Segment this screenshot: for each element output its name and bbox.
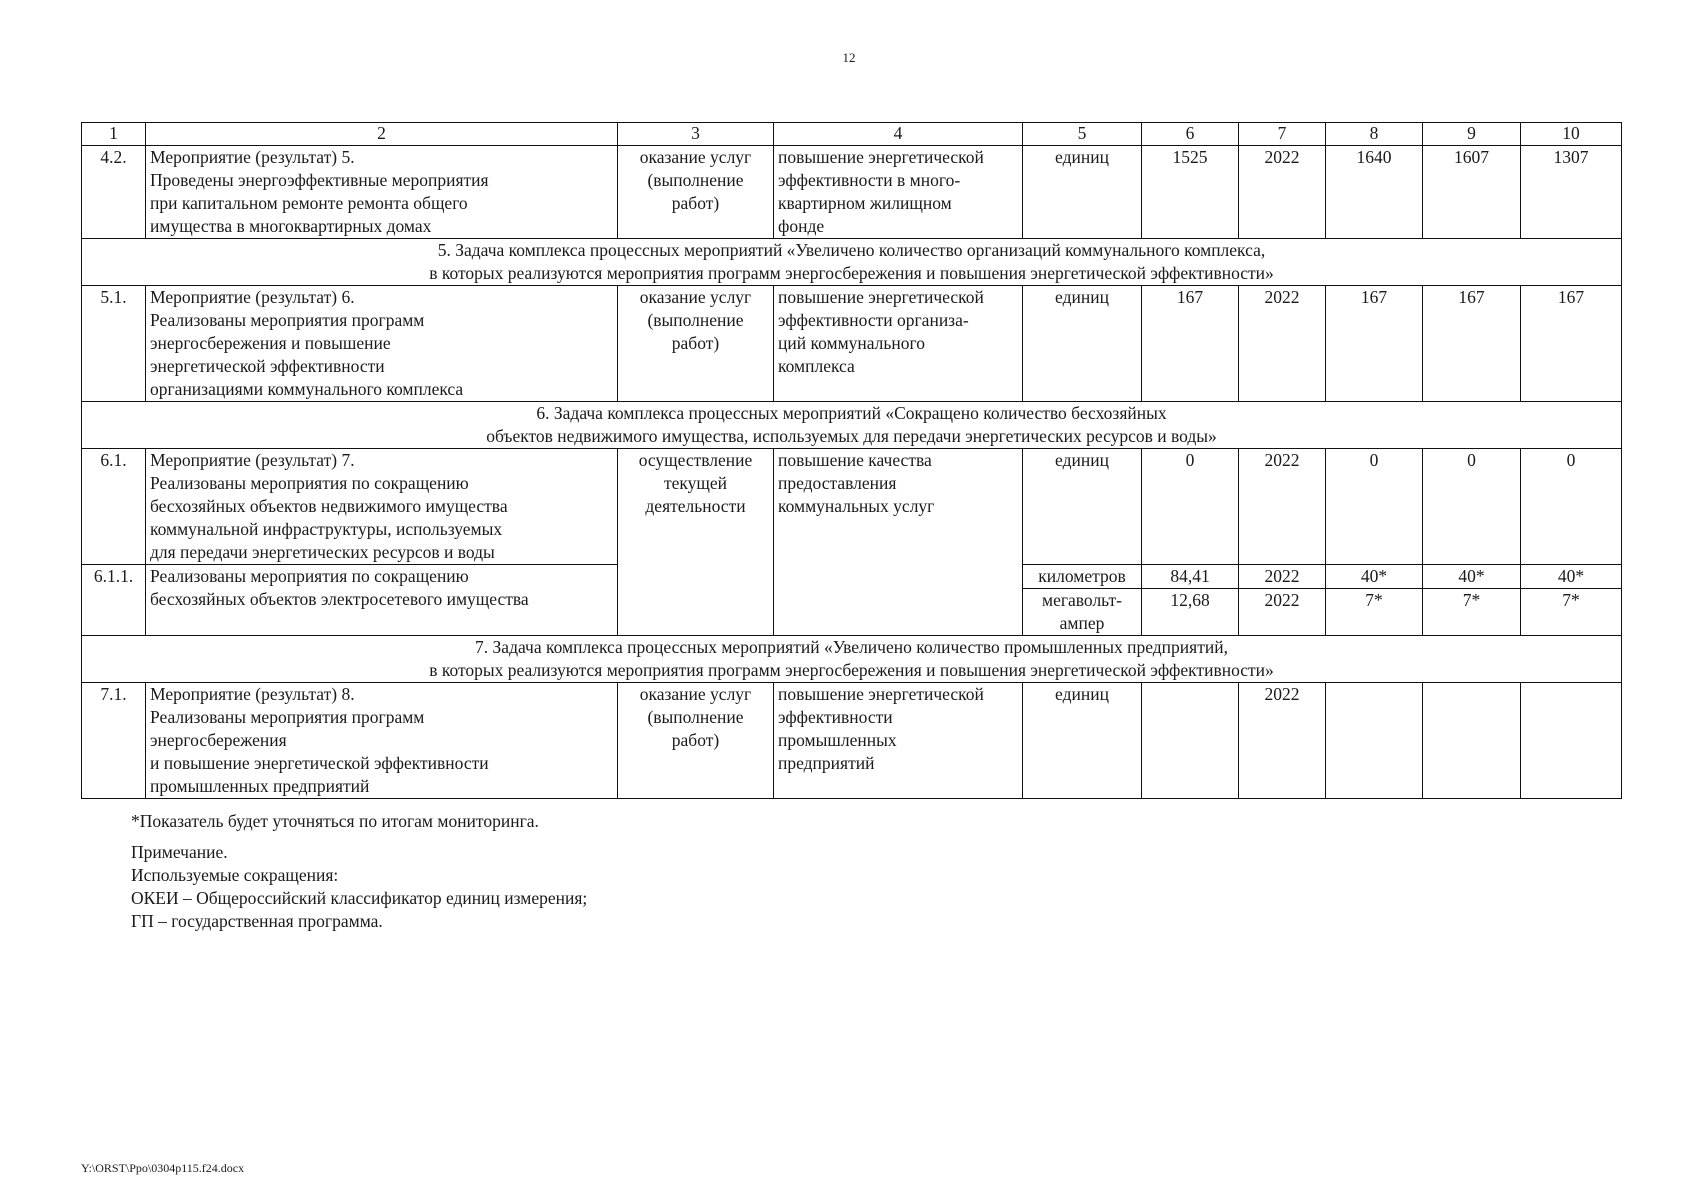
measure-name: Мероприятие (результат) 6. Реализованы мероприятия программ энергосбережения и повышение энергетической эффективности организациями коммунального комплекса	[146, 286, 618, 402]
indicators-table	[81, 122, 1622, 799]
page-number: 12	[842, 50, 856, 65]
table-row	[82, 683, 1622, 799]
unit: единиц	[1023, 286, 1142, 402]
value-year-2: 1607	[1423, 146, 1521, 239]
col-header: 3	[618, 123, 774, 146]
base-value	[1142, 683, 1239, 799]
base-year: 2022	[1239, 683, 1326, 799]
measure-type: оказание услуг (выполнение работ)	[618, 286, 774, 402]
col-header: 6	[1142, 123, 1239, 146]
base-value: 1525	[1142, 146, 1239, 239]
base-year: 2022	[1239, 565, 1326, 589]
row-number: 7.1.	[82, 683, 146, 799]
base-year: 2022	[1239, 146, 1326, 239]
value-year-2	[1423, 683, 1521, 799]
value-year-1: 167	[1326, 286, 1423, 402]
base-year: 2022	[1239, 589, 1326, 636]
base-value: 167	[1142, 286, 1239, 402]
col-header: 10	[1521, 123, 1622, 146]
base-value: 84,41	[1142, 565, 1239, 589]
value-year-1: 7*	[1326, 589, 1423, 636]
base-year: 2022	[1239, 449, 1326, 565]
table-row	[82, 146, 1622, 239]
measure-characteristic: повышение качества предоставления коммунальных услуг	[774, 449, 1023, 636]
value-year-2: 167	[1423, 286, 1521, 402]
value-year-1: 1640	[1326, 146, 1423, 239]
measure-name: Мероприятие (результат) 7. Реализованы мероприятия по сокращению бесхозяйных объектов недвижимого имущества коммунальной инфраструктуры, используемых для передачи энергетических ресурсов и воды	[146, 449, 618, 565]
measure-type: оказание услуг (выполнение работ)	[618, 683, 774, 799]
table-row	[82, 449, 1622, 565]
col-header: 7	[1239, 123, 1326, 146]
col-header: 2	[146, 123, 618, 146]
measure-type: осуществление текущей деятельности	[618, 449, 774, 636]
col-header: 5	[1023, 123, 1142, 146]
task-title: 5. Задача комплекса процессных мероприятий «Увеличено количество организаций коммунального комплекса, в которых реализуются мероприятия программ энергосбережения и повышения энергетической эффективности»	[82, 239, 1622, 286]
note-line: ГП – государственная программа.	[131, 911, 383, 931]
task-title: 7. Задача комплекса процессных мероприятий «Увеличено количество промышленных предприятий, в которых реализуются мероприятия программ энергосбережения и повышения энергетической эффективности»	[82, 636, 1622, 683]
base-value: 0	[1142, 449, 1239, 565]
task-title: 6. Задача комплекса процессных мероприятий «Сокращено количество бесхозяйных объектов недвижимого имущества, используемых для передачи энергетических ресурсов и воды»	[82, 402, 1622, 449]
value-year-2: 0	[1423, 449, 1521, 565]
note-line: Используемые сокращения:	[131, 865, 339, 885]
unit: мегавольт- ампер	[1023, 589, 1142, 636]
footnote: *Показатель будет уточняться по итогам мониторинга.	[131, 811, 539, 831]
value-year-3: 40*	[1521, 565, 1622, 589]
value-year-2: 40*	[1423, 565, 1521, 589]
value-year-3	[1521, 683, 1622, 799]
note-line: Примечание.	[131, 842, 228, 862]
value-year-2: 7*	[1423, 589, 1521, 636]
value-year-3: 0	[1521, 449, 1622, 565]
measure-name: Мероприятие (результат) 5. Проведены энергоэффективные мероприятия при капитальном ремонте ремонта общего имущества в многоквартирных домах	[146, 146, 618, 239]
unit: единиц	[1023, 449, 1142, 565]
row-number: 6.1.	[82, 449, 146, 565]
value-year-3: 7*	[1521, 589, 1622, 636]
header-row	[82, 123, 1622, 146]
measure-name: Реализованы мероприятия по сокращению бесхозяйных объектов электросетевого имущества	[146, 565, 618, 636]
col-header: 4	[774, 123, 1023, 146]
row-number: 5.1.	[82, 286, 146, 402]
notes-section	[131, 810, 587, 933]
base-value: 12,68	[1142, 589, 1239, 636]
unit: единиц	[1023, 683, 1142, 799]
measure-name: Мероприятие (результат) 8. Реализованы мероприятия программ энергосбережения и повышение энергетической эффективности промышленных предприятий	[146, 683, 618, 799]
task-row	[82, 402, 1622, 449]
task-row	[82, 636, 1622, 683]
unit: километров	[1023, 565, 1142, 589]
measure-characteristic: повышение энергетической эффективности организа- ций коммунального комплекса	[774, 286, 1023, 402]
col-header: 9	[1423, 123, 1521, 146]
measure-type: оказание услуг (выполнение работ)	[618, 146, 774, 239]
value-year-1: 40*	[1326, 565, 1423, 589]
value-year-3: 1307	[1521, 146, 1622, 239]
table-row	[82, 286, 1622, 402]
value-year-1: 0	[1326, 449, 1423, 565]
row-number: 6.1.1.	[82, 565, 146, 636]
value-year-3: 167	[1521, 286, 1622, 402]
col-header: 1	[82, 123, 146, 146]
col-header: 8	[1326, 123, 1423, 146]
file-path: Y:\ORST\Ppo\0304p115.f24.docx	[81, 1161, 245, 1175]
note-line: ОКЕИ – Общероссийский классификатор единиц измерения;	[131, 888, 588, 908]
value-year-1	[1326, 683, 1423, 799]
measure-characteristic: повышение энергетической эффективности в много- квартирном жилищном фонде	[774, 146, 1023, 239]
row-number: 4.2.	[82, 146, 146, 239]
measure-characteristic: повышение энергетической эффективности промышленных предприятий	[774, 683, 1023, 799]
task-row	[82, 239, 1622, 286]
unit: единиц	[1023, 146, 1142, 239]
base-year: 2022	[1239, 286, 1326, 402]
